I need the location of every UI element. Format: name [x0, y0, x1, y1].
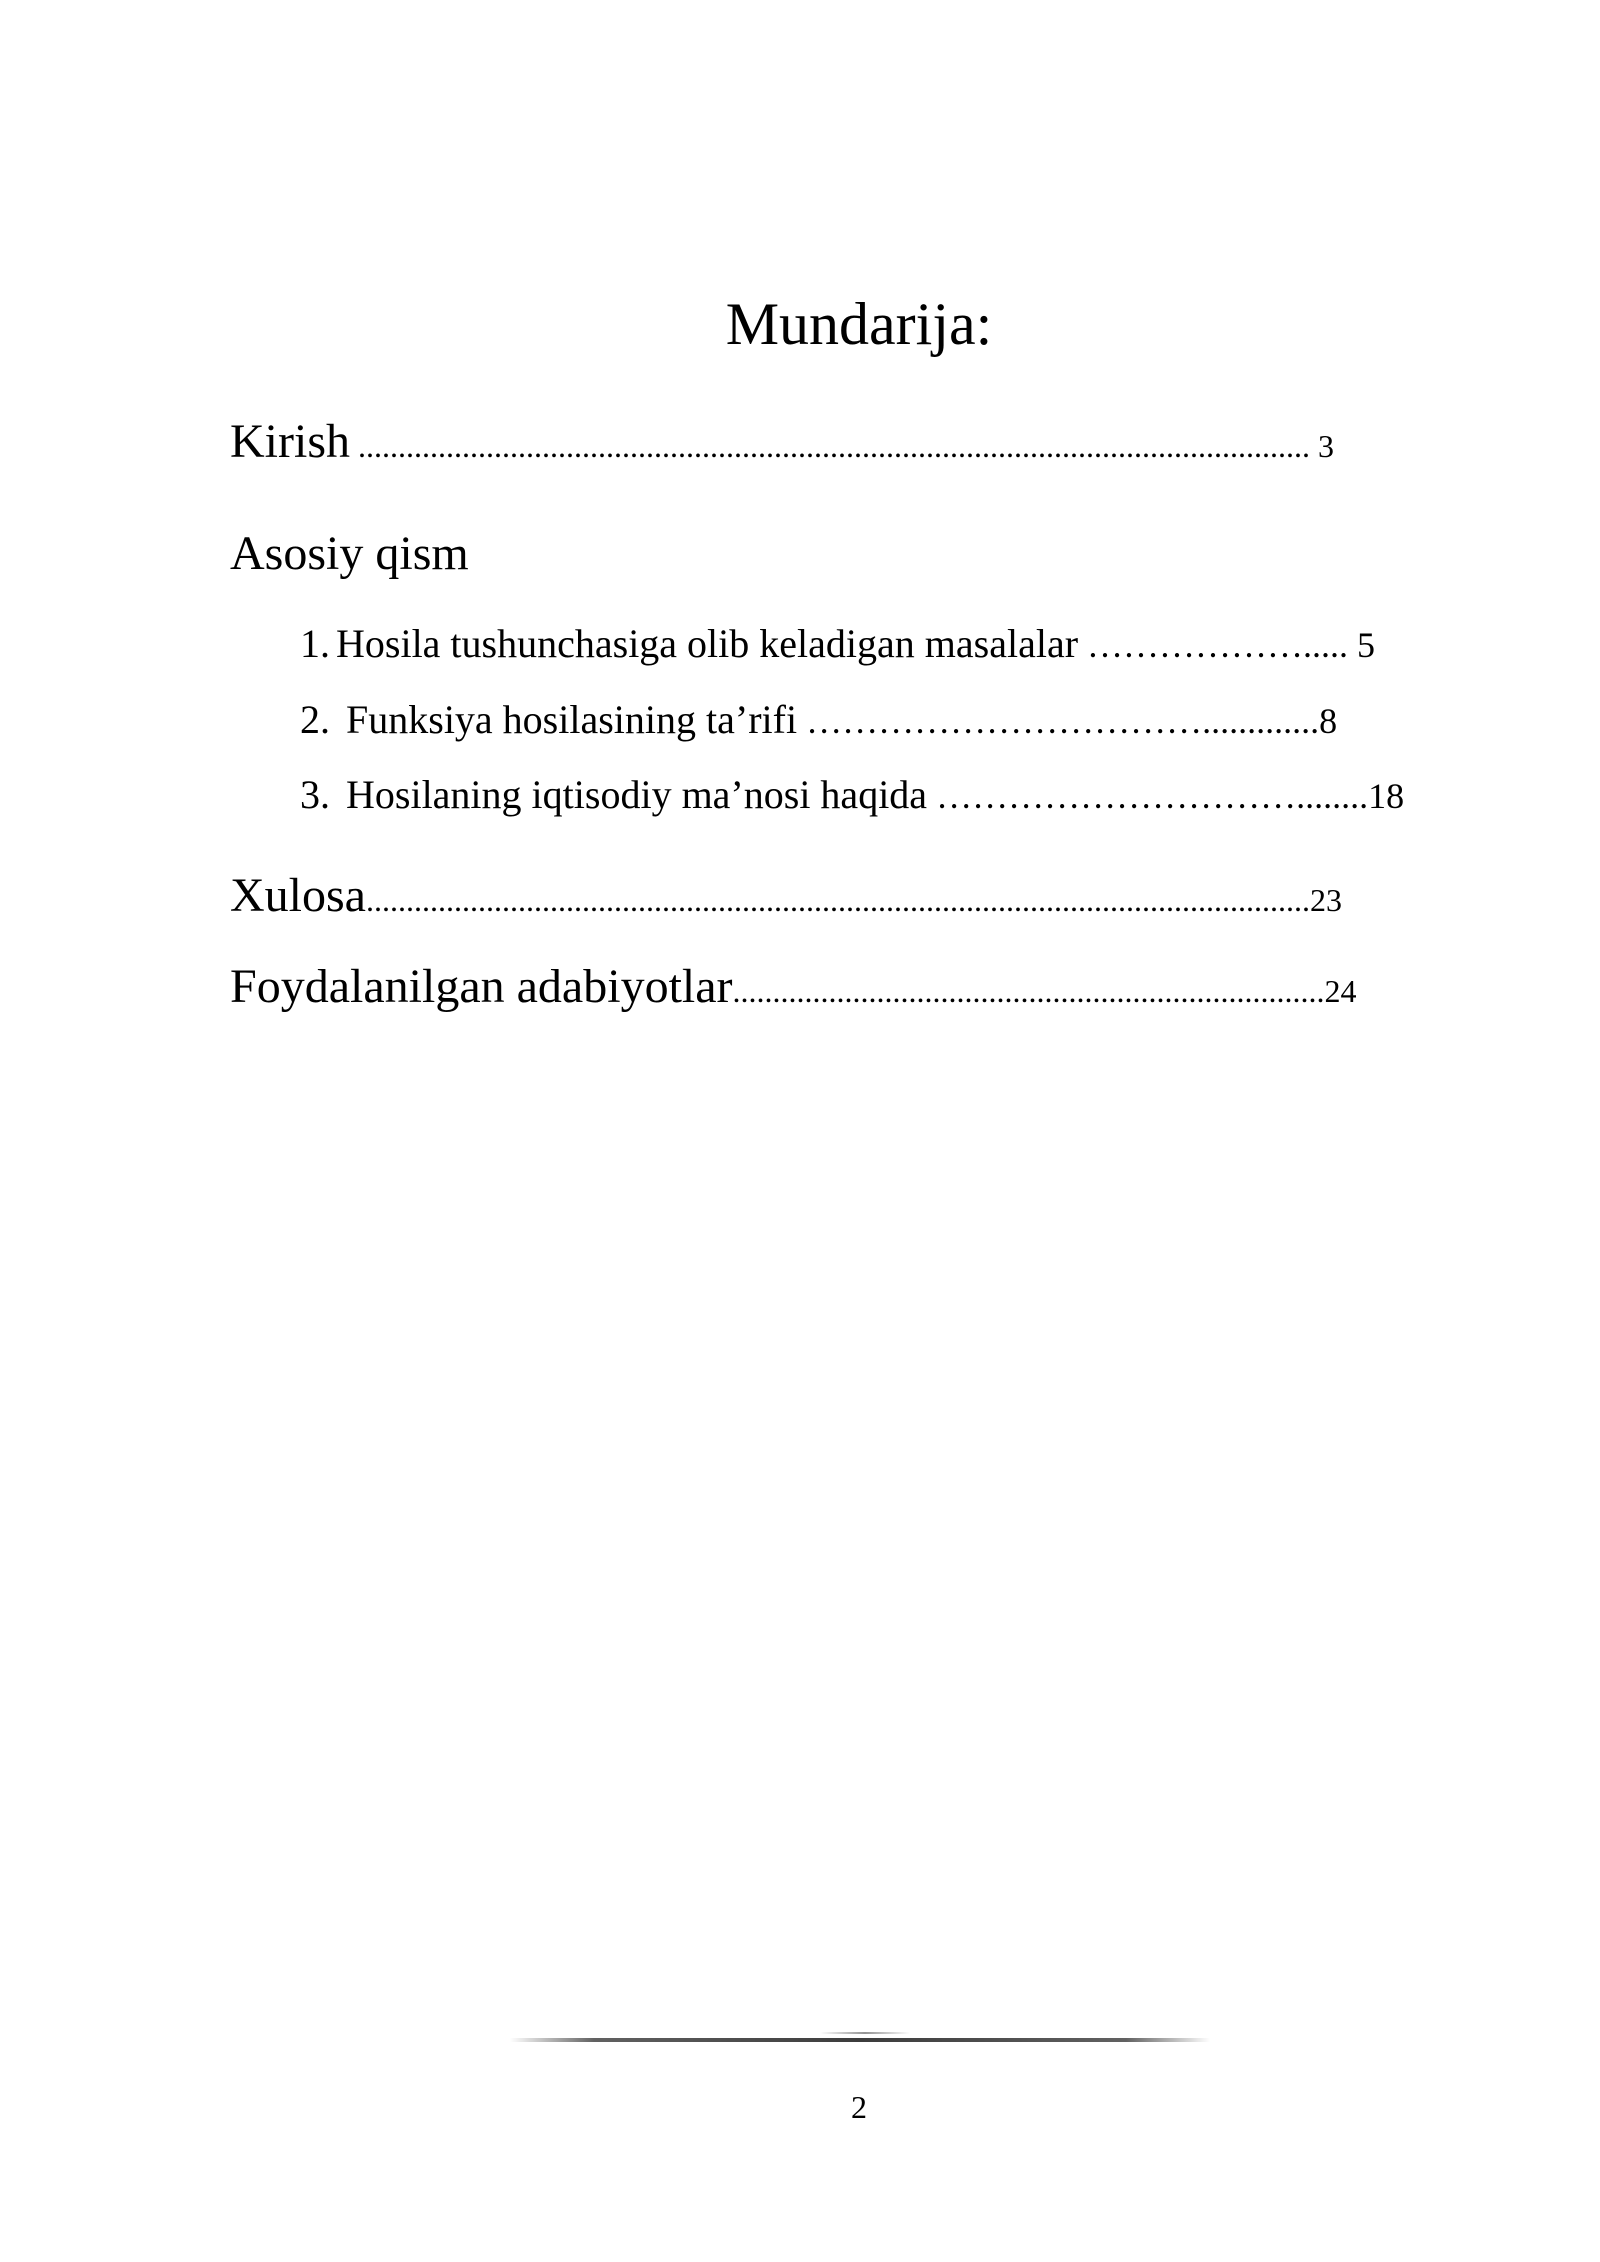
toc-leader-dots: ……………………………............. [797, 701, 1320, 741]
toc-entry-label: Hosilaning iqtisodiy ma’nosi haqida [346, 772, 928, 817]
toc-entry-number: 1. [300, 621, 330, 666]
toc-entry-label: Funksiya hosilasining ta’rifi [346, 697, 798, 742]
toc-entry-label: Foydalanilgan adabiyotlar [230, 960, 733, 1013]
toc-leader-dots: ....................................................................................................................... [350, 428, 1310, 464]
toc-entry-adabiyotlar[interactable] [230, 960, 1357, 1013]
toc-leader-dots: ...................................................................................................................... [365, 882, 1310, 918]
toc-leader-dots: .......................................................................... [732, 973, 1325, 1009]
toc-entry-label: Kirish [230, 415, 350, 468]
toc-entry-1[interactable] [300, 621, 1376, 666]
toc-leader-dots: …………………………........ [927, 776, 1369, 816]
toc-entry-kirish[interactable] [230, 415, 1334, 468]
toc-entry-number: 2. [300, 697, 330, 742]
toc-page-number: 24 [1324, 973, 1357, 1009]
toc-leader-dots: ………………..... [1078, 625, 1349, 665]
toc-entry-label: Hosila tushunchasiga olib keladigan masalalar [336, 621, 1079, 666]
footer-divider [510, 2038, 1210, 2042]
toc-page-number: 18 [1368, 776, 1405, 816]
toc-section-heading: Asosiy qism [230, 527, 469, 580]
toc-page-number: 5 [1348, 625, 1376, 665]
toc-entry-2[interactable] [300, 697, 1338, 742]
footer-ornament [820, 2032, 910, 2034]
toc-page-number: 3 [1310, 428, 1334, 464]
toc-entry-number: 3. [300, 772, 330, 817]
toc-entry-3[interactable] [300, 772, 1405, 817]
toc-page-number: 23 [1309, 882, 1342, 918]
page-title: Mundarija: [725, 291, 993, 357]
toc-entry-xulosa[interactable] [230, 869, 1342, 922]
toc-entry-label: Xulosa [230, 869, 366, 922]
toc-page-number: 8 [1319, 701, 1338, 741]
page-number: 2 [851, 2089, 867, 2125]
